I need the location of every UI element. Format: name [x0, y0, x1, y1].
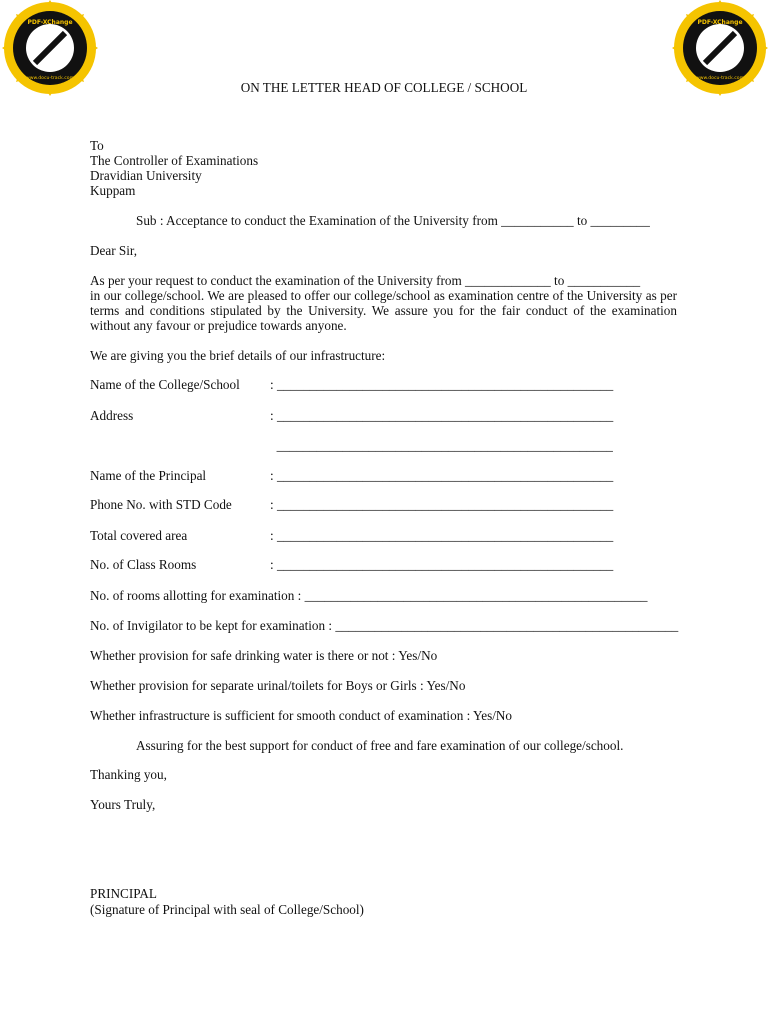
svg-text:Click to buy NOW!: Click to buy NOW! [705, 33, 736, 64]
rooms-allotting-line[interactable]: No. of rooms allotting for examination : ____________________________________________________ [90, 588, 648, 603]
invigilator-line[interactable]: No. of Invigilator to be kept for examination : ____________________________________________________ [90, 618, 679, 633]
address-line-1: The Controller of Examinations [90, 153, 259, 168]
address-line-3: Kuppam [90, 183, 136, 198]
address-to: To [90, 138, 104, 153]
svg-text:PDF-XChange: PDF-XChange [697, 19, 743, 26]
page-heading: ON THE LETTER HEAD OF COLLEGE / SCHOOL [240, 80, 528, 95]
field-blank-address-cont[interactable]: ___________________________________________________ [270, 438, 613, 453]
svg-text:www.docu-track.com: www.docu-track.com [25, 76, 75, 81]
toilets-line: Whether provision for separate urinal/toilets for Boys or Girls : Yes/No [90, 678, 466, 693]
field-blank-covered-area[interactable]: : ___________________________________________________ [270, 528, 614, 543]
subject-line: Sub : Acceptance to conduct the Examination of the University from ___________ to _________ [136, 213, 650, 228]
field-blank-phone[interactable]: : ___________________________________________________ [270, 497, 614, 512]
field-label-address: Address [90, 408, 134, 423]
svg-text:www.docu-track.com: www.docu-track.com [695, 76, 745, 81]
infrastructure-line: Whether infrastructure is sufficient for smooth conduct of examination : Yes/No [90, 708, 513, 723]
field-blank-principal-name[interactable]: : ___________________________________________________ [270, 468, 614, 483]
svg-text:PDF-XChange: PDF-XChange [27, 19, 73, 26]
signature-note: (Signature of Principal with seal of College/School) [90, 902, 364, 917]
field-label-college-name: Name of the College/School [90, 377, 240, 392]
drinking-water-line: Whether provision for safe drinking water is there or not : Yes/No [90, 648, 438, 663]
paragraph-1-body: in our college/school. We are pleased to offer our college/school as examination centre of the University as per terms and conditions stipulated by the University. We assure you for the fair conduct of the examination without any favour or prejudice towards anyone. [90, 288, 677, 333]
field-label-covered-area: Total covered area [90, 528, 188, 543]
field-blank-college-name[interactable]: : ___________________________________________________ [270, 377, 614, 392]
salutation: Dear Sir, [90, 243, 138, 258]
field-label-class-rooms: No. of Class Rooms [90, 557, 197, 572]
closing-line: Yours Truly, [90, 797, 156, 812]
paragraph-1-line-1: As per your request to conduct the examination of the University from _____________ to ___________ [90, 273, 641, 288]
paragraph-2: We are giving you the brief details of our infrastructure: [90, 348, 386, 363]
svg-text:Click to buy NOW!: Click to buy NOW! [35, 33, 66, 64]
field-blank-address[interactable]: : ___________________________________________________ [270, 408, 614, 423]
address-line-2: Dravidian University [90, 168, 202, 183]
assuring-line: Assuring for the best support for conduct of free and fare examination of our college/school. [136, 738, 624, 753]
field-blank-class-rooms[interactable]: : ___________________________________________________ [270, 557, 614, 572]
principal-title: PRINCIPAL [90, 886, 157, 901]
field-label-phone: Phone No. with STD Code [90, 497, 232, 512]
field-label-principal-name: Name of the Principal [90, 468, 207, 483]
thanking-line: Thanking you, [90, 767, 167, 782]
